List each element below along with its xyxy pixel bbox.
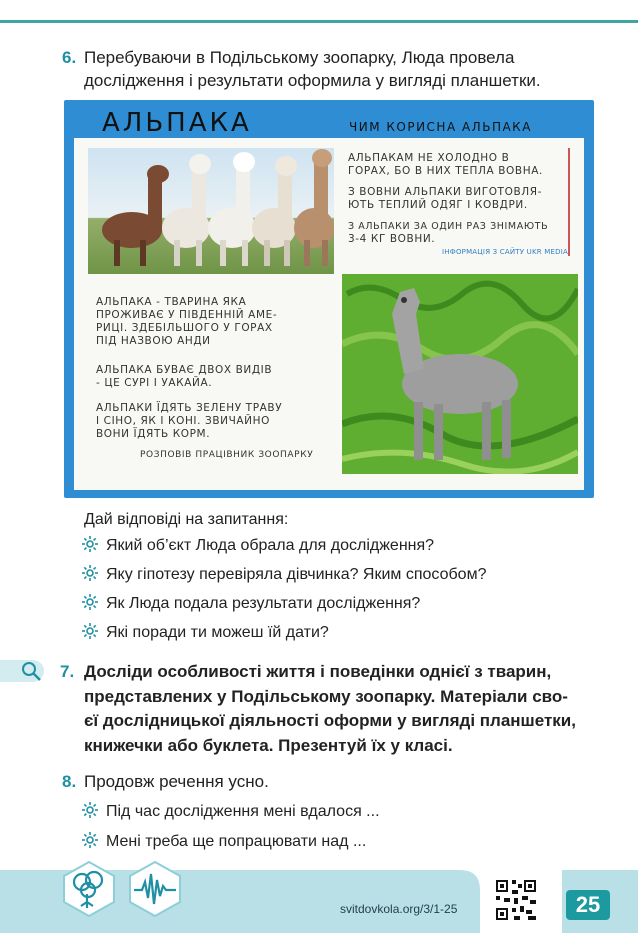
poster-notes-right [348, 152, 568, 259]
question-item [82, 594, 420, 618]
note-left-signature: РОЗПОВІВ ПРАЦІВНИК ЗООПАРКУ [140, 450, 314, 460]
question-text-1: Який об’єкт Люда обрала для дослідження? [106, 537, 435, 554]
task-7-number: 7. [60, 662, 75, 681]
poster-notes-left [96, 296, 336, 462]
alpaca-herd-image [88, 148, 334, 274]
page-number: 25 [566, 890, 610, 920]
note-right-2: ГОРАХ, БО В НИХ ТЕПЛА ВОВНА. [348, 165, 543, 177]
sun-icon [82, 536, 98, 552]
poster-paper [74, 138, 584, 490]
task-7-line-2: представлених у Подільському зоопарку. Матеріали сво- [84, 686, 568, 706]
task-6-text [84, 46, 624, 92]
question-text-3: Як Люда подала результати дослідження? [106, 595, 421, 612]
task-8-text-1: Під час дослідження мені вдалося ... [106, 803, 380, 820]
task-8-intro: Продовж речення усно. [84, 772, 269, 791]
note-right-5: З АЛЬПАКИ ЗА ОДИН РАЗ ЗНІМАЮТЬ [348, 221, 549, 232]
sun-icon [82, 594, 98, 610]
task-7-marker [0, 660, 44, 682]
note-right-1: АЛЬПАКАМ НЕ ХОЛОДНО В [348, 152, 510, 164]
alpaca-drawing-image [342, 274, 578, 474]
note-left-3: РИЦІ. ЗДЕБІЛЬШОГО У ГОРАХ [96, 322, 273, 334]
note-left-6: - ЦЕ СУРІ І УАКАЙА. [96, 377, 213, 389]
task-6-number: 6. [62, 48, 77, 67]
question-item [82, 623, 329, 647]
note-left-7: АЛЬПАКИ ЇДЯТЬ ЗЕЛЕНУ ТРАВУ [96, 402, 283, 414]
sun-icon [82, 565, 98, 581]
heartbeat-icon [126, 860, 184, 918]
note-left-2: ПРОЖИВАЄ У ПІВДЕННІЙ АМЕ- [96, 309, 278, 321]
task-8-number: 8. [62, 772, 77, 791]
task-7-line-1: Досліди особливості життя і поведінки однієї з тварин, [84, 662, 552, 681]
questions-intro: Дай відповіді на запитання: [84, 511, 289, 528]
note-left-5: АЛЬПАКА БУВАЄ ДВОХ ВИДІВ [96, 364, 273, 376]
sun-icon [82, 832, 98, 848]
task-6-line-1: Перебуваючи в Подільському зоопарку, Люда провела [84, 48, 515, 67]
question-item [82, 565, 486, 589]
question-text-4: Які поради ти можеш їй дати? [106, 624, 329, 641]
page-footer [0, 852, 638, 933]
footer-url[interactable]: svitdovkola.org/3/1-25 [340, 902, 458, 916]
sun-icon [82, 623, 98, 639]
task-6-line-2: дослідження і результати оформила у вигляді планшетки. [84, 71, 541, 90]
note-right-4: ЮТЬ ТЕПЛИЙ ОДЯГ І КОВДРИ. [348, 199, 528, 211]
note-right-6: 3-4 КГ ВОВНИ. [348, 233, 436, 245]
note-left-4: ПІД НАЗВОЮ АНДИ [96, 335, 211, 347]
task-8-item [82, 802, 380, 826]
task-8-text-2: Мені треба ще попрацювати над ... [106, 833, 367, 850]
task-7-line-4: книжечки або буклета. Презентуй їх у класі. [84, 735, 453, 755]
margin-line [568, 148, 570, 256]
top-rule [0, 20, 638, 23]
note-left-8: І СІНО, ЯК І КОНІ. ЗВИЧАЙНО [96, 415, 270, 427]
note-right-3: З ВОВНИ АЛЬПАКИ ВИГОТОВЛЯ- [348, 186, 543, 198]
alpaca-poster [64, 100, 594, 498]
poster-title: АЛЬПАКА [102, 108, 252, 138]
task-7-line-3: єї дослідницької діяльності оформи у вигляді планшетки, [84, 711, 576, 730]
note-left-9: ВОНИ ЇДЯТЬ КОРМ. [96, 428, 211, 440]
alpaca-drawing [342, 274, 578, 474]
sun-icon [82, 802, 98, 818]
note-right-source: ІНФОРМАЦІЯ З САЙТУ UKR MEDIA [441, 248, 568, 256]
question-item [82, 536, 434, 560]
task-7-text [84, 660, 614, 758]
magnifier-icon [20, 660, 42, 682]
note-left-1: АЛЬПАКА - ТВАРИНА ЯКА [96, 296, 247, 308]
alpaca-photo [88, 148, 334, 274]
poster-subtitle: ЧИМ КОРИСНА АЛЬПАКА [349, 120, 532, 134]
tree-icon [60, 860, 118, 918]
question-text-2: Яку гіпотезу перевіряла дівчинка? Яким способом? [106, 566, 487, 583]
qr-code-icon[interactable] [494, 878, 538, 922]
